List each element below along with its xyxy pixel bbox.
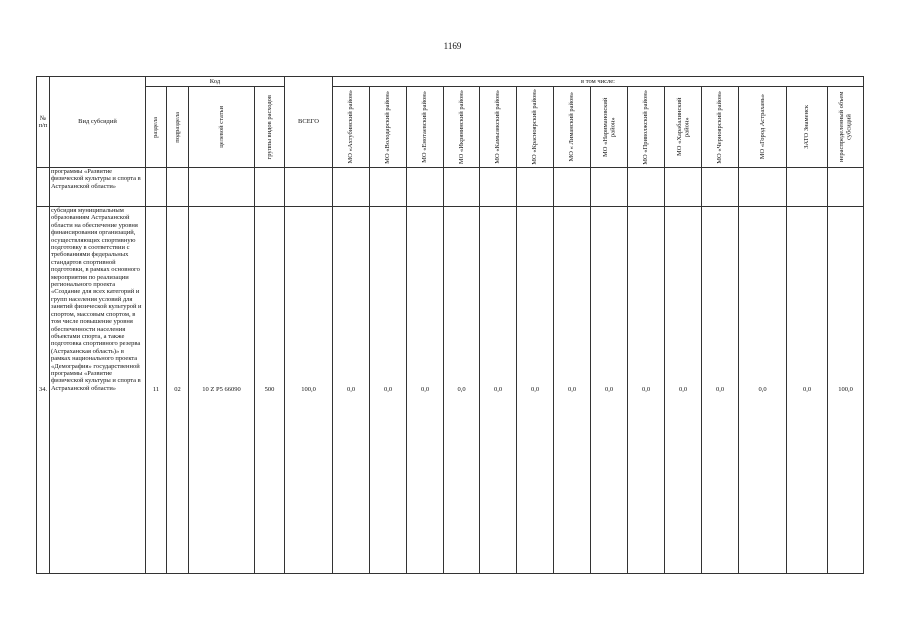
row-code	[255, 168, 285, 207]
row-value	[591, 168, 628, 207]
row-code	[146, 168, 167, 207]
header-code-col: раздела	[146, 87, 167, 168]
header-district-col: МО «Володарский район»	[370, 87, 407, 168]
row-value	[665, 168, 702, 207]
row-name: программы «Развитие физической культуры и спорта в Астраханской области»	[50, 168, 146, 207]
row-value: 0,0	[444, 207, 480, 574]
row-value: 0,0	[665, 207, 702, 574]
header-district-col: МО «Ахтубинский район»	[333, 87, 370, 168]
row-code: 10 Z P5 66090	[189, 207, 255, 574]
header-district-col: МО «Икрянинский район»	[444, 87, 480, 168]
row-value: 0,0	[628, 207, 665, 574]
row-code	[167, 168, 189, 207]
header-district-col: нераспределенный объем субсидий	[828, 87, 864, 168]
header-code-col: подраздела	[167, 87, 189, 168]
row-value: 0,0	[517, 207, 554, 574]
header-name: Вид субсидий	[50, 77, 146, 168]
header-num: № п/п	[37, 77, 50, 168]
header-incl-group: в том числе:	[333, 77, 864, 87]
header-district-col: МО «Город Астрахань»	[739, 87, 787, 168]
row-value	[828, 168, 864, 207]
header-row-2	[37, 87, 864, 168]
row-value	[787, 168, 828, 207]
row-value	[333, 168, 370, 207]
row-value: 0,0	[739, 207, 787, 574]
row-value	[444, 168, 480, 207]
row-value: 0,0	[554, 207, 591, 574]
header-code-group: Код	[146, 77, 285, 87]
row-value	[702, 168, 739, 207]
header-district-col: МО «Черноярский район»	[702, 87, 739, 168]
row-code: 02	[167, 207, 189, 574]
row-value	[517, 168, 554, 207]
row-value: 0,0	[333, 207, 370, 574]
subsidy-table	[36, 76, 864, 574]
row-value: 0,0	[787, 207, 828, 574]
header-district-col: МО «Приволжский район»	[628, 87, 665, 168]
row-value: 100,0	[828, 207, 864, 574]
row-value	[554, 168, 591, 207]
header-district-col: МО «Красноярский район»	[517, 87, 554, 168]
row-value	[480, 168, 517, 207]
row-value: 0,0	[480, 207, 517, 574]
row-total: 100,0	[285, 207, 333, 574]
row-num	[37, 168, 50, 207]
header-total: ВСЕГО	[285, 77, 333, 168]
row-value	[628, 168, 665, 207]
header-code-col: целевой статьи	[189, 87, 255, 168]
row-code: 500	[255, 207, 285, 574]
row-value: 0,0	[702, 207, 739, 574]
row-total	[285, 168, 333, 207]
header-code-col: группы видов расходов	[255, 87, 285, 168]
row-value: 0,0	[591, 207, 628, 574]
row-value	[739, 168, 787, 207]
row-name: субсидия муниципальным образованиям Астраханской области на обеспечение уровня финансирования организаций, осуществляющих спортивную подготовку в соответствии с требованиями федеральных стандартов спортивной подготовки, в рамках основного мероприятия по реализации регионального проекта «Создание для всех категорий и групп населения условий для занятий физической культурой и спортом, массовым спортом, в том числе повышение уровня обеспеченности населения объектами спорта, а также подготовка спортивного резерва (Астраханская область)» в рамках национального проекта «Демография» государственной программы «Развитие физической культуры и спорта в Астраханской области»	[50, 207, 146, 574]
row-value	[407, 168, 444, 207]
table-row	[37, 168, 864, 207]
header-district-col: ЗАТО Знаменск	[787, 87, 828, 168]
row-value: 0,0	[370, 207, 407, 574]
table-row	[37, 207, 864, 574]
header-district-col: МО «Енотаевский район»	[407, 87, 444, 168]
header-row-1	[37, 77, 864, 87]
row-value	[370, 168, 407, 207]
row-num: 34.	[37, 207, 50, 574]
header-district-col: МО «Наримановский район»	[591, 87, 628, 168]
row-code	[189, 168, 255, 207]
header-district-col: МО « Лиманский район»	[554, 87, 591, 168]
header-district-col: МО «Камызякский район»	[480, 87, 517, 168]
row-value: 0,0	[407, 207, 444, 574]
page-number: 1169	[443, 41, 462, 51]
row-code: 11	[146, 207, 167, 574]
header-district-col: МО «Харабалинский район»	[665, 87, 702, 168]
